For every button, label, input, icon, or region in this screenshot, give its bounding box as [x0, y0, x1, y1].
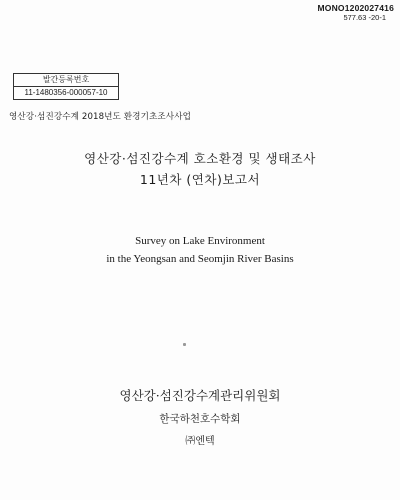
title-korean-line2: 11년차 (연차)보고서	[139, 172, 261, 187]
publisher-primary: 영산강·섬진강수계관리위원회	[119, 388, 281, 403]
title-english-line1: Survey on Lake Environment	[135, 235, 265, 247]
registration-number: 11-1480356-000057-10	[24, 88, 108, 97]
catalog-id: MONO1202027416	[317, 3, 394, 13]
series-line: 영산강·섬진강수계 2018년도 환경기초조사사업	[9, 112, 191, 122]
publisher-secondary: 한국하천호수학회	[159, 413, 241, 425]
scan-speck	[183, 343, 186, 346]
title-english-line2: in the Yeongsan and Seomjin River Basins	[106, 253, 294, 265]
registration-box	[13, 73, 119, 100]
call-number: 577.63 -20-1	[343, 13, 386, 22]
catalog-stamp	[317, 3, 394, 23]
title-korean-line1: 영산강·섬진강수계 호소환경 및 생태조사	[84, 151, 316, 166]
publisher-tertiary: ㈜엔텍	[185, 436, 215, 447]
registration-label: 발간등록번호	[14, 74, 118, 87]
